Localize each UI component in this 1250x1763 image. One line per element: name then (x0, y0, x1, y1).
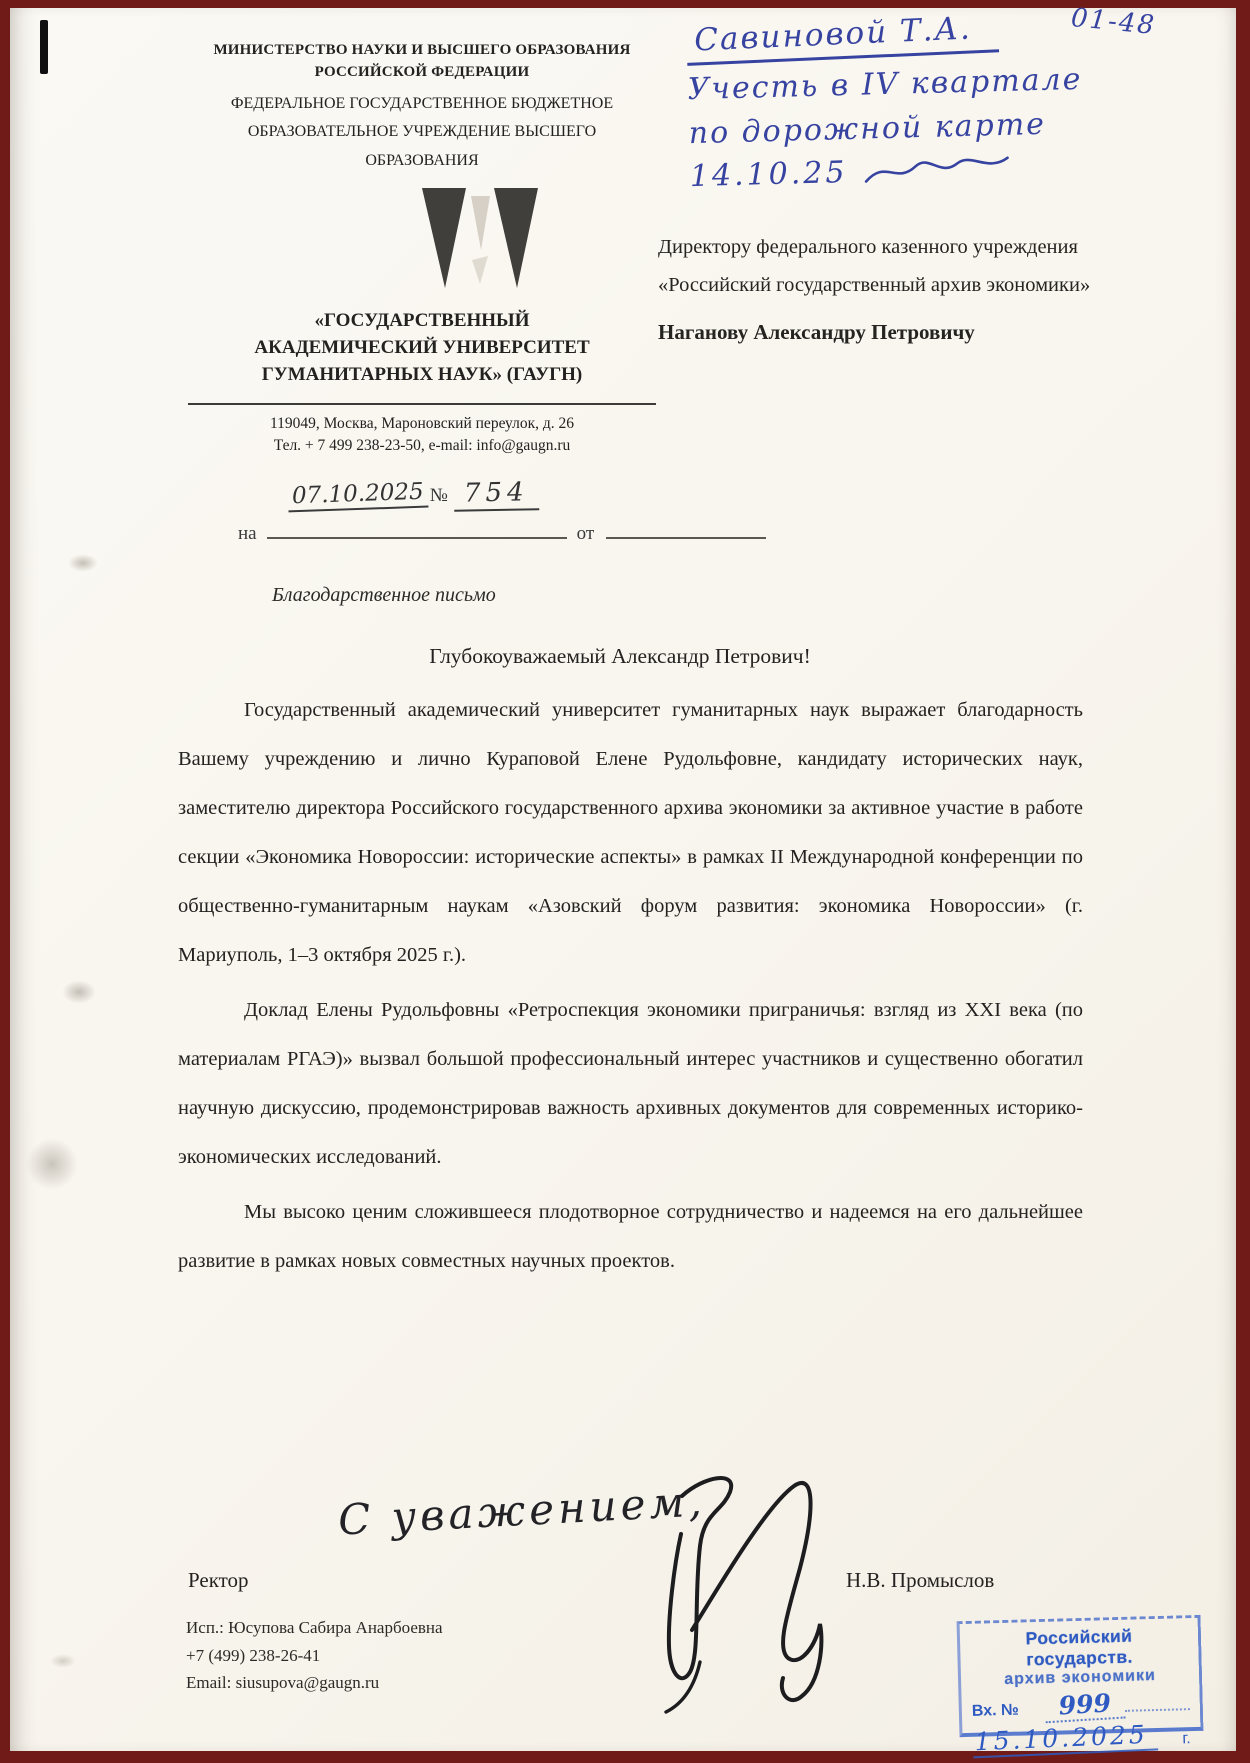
gaugn-logo (416, 186, 544, 302)
handwritten-initial-squiggle (861, 151, 1012, 189)
executor-email: Email: siusupova@gaugn.ru (186, 1673, 380, 1693)
outgoing-date-handwritten: 07.10.2025 (288, 478, 429, 512)
signer-position: Ректор (188, 1568, 249, 1592)
scan-smudge (26, 1138, 78, 1190)
body-paragraph-2: Доклад Елены Рудольфовны «Ретроспекция экономики приграничья: взгляд из XXI века (по материалам РГАЭ)» вызвал большой профессиональный интерес участников и существенно обогатил научную дискуссию, продемонстрировав важность архивных документов для современных историко-экономических исследований. (178, 999, 1083, 1168)
subject-line: Благодарственное письмо (272, 584, 496, 606)
ot-label: от (576, 522, 595, 544)
executor-block (186, 1614, 443, 1697)
handwritten-addressee: Савиновой Т.А. (686, 9, 999, 66)
postal-address: 119049, Москва, Мароновский переулок, д. 26 (269, 414, 575, 432)
ministry-name: МИНИСТЕРСТВО НАУКИ И ВЫСШЕГО ОБРАЗОВАНИЯ РОССИЙСКОЙ ФЕДЕРАЦИИ (213, 42, 631, 80)
stamp-vh-label: Вх. № (971, 1701, 1020, 1720)
scan-smudge (68, 554, 98, 572)
recipient-name: Наганову Александру Петровичу (658, 320, 975, 344)
stamp-year-label: г. (1182, 1730, 1191, 1748)
signer-name: Н.В. Промыслов (846, 1568, 995, 1592)
scan-corner-mark (40, 20, 48, 74)
stamp-dotted-line (1125, 1692, 1190, 1712)
incoming-registration-stamp (957, 1615, 1204, 1757)
handwritten-note-line: по дорожной карте (688, 106, 1047, 152)
outgoing-reference-line (288, 478, 676, 511)
stamp-date-handwritten: 15.10.2025 (972, 1719, 1158, 1758)
stamp-org-line-2: архив экономики (1004, 1667, 1157, 1688)
handwritten-ref-number: 01-48 (1069, 2, 1158, 41)
recipient-block (658, 228, 1094, 351)
stamp-org-line-1: Российский государств. (1025, 1625, 1133, 1670)
number-sign: № (429, 484, 448, 506)
blank-underline (267, 523, 567, 539)
signature-autograph (608, 1466, 860, 1714)
handwritten-closing: С уважением, (336, 1476, 707, 1545)
body-paragraph-3: Мы высоко ценим сложившееся плодотворное сотрудничество и надеемся на его дальнейшее развитие в рамках новых совместных научных проектов. (178, 1201, 1083, 1272)
phone-email-line: Тел. + 7 499 238-23-50, e-mail: info@gaugn.ru (273, 437, 571, 455)
organization-type: ФЕДЕРАЛЬНОЕ ГОСУДАРСТВЕННОЕ БЮДЖЕТНОЕ ОБРАЗОВАТЕЛЬНОЕ УЧРЕЖДЕНИЕ ВЫСШЕГО ОБРАЗОВАНИЯ (230, 94, 614, 170)
university-name: «ГОСУДАРСТВЕННЫЙ АКАДЕМИЧЕСКИЙ УНИВЕРСИТЕТ ГУМАНИТАРНЫХ НАУК» (ГАУГН) (254, 309, 590, 385)
handwritten-addressee-row (686, 2, 1158, 63)
handwritten-date: 14.10.25 (689, 155, 848, 195)
reply-reference-line (238, 523, 676, 545)
blank-underline (606, 523, 766, 539)
paper (10, 2, 1236, 1757)
handwritten-note-line: Учесть в IV квартале (687, 61, 1083, 108)
stamp-number-handwritten: 999 (1044, 1687, 1126, 1723)
letterhead (168, 40, 676, 545)
letterhead-divider (188, 403, 656, 405)
logo-area (168, 184, 676, 306)
scan-smudge (50, 1654, 76, 1668)
na-label: на (238, 522, 257, 544)
salutation: Глубокоуважаемый Александр Петрович! (429, 644, 811, 668)
recipient-organization: Директору федерального казенного учреждения «Российский государственный архив экономики» (658, 236, 1091, 296)
letter-body (178, 686, 1083, 1286)
scan-smudge (62, 980, 96, 1004)
executor-phone: +7 (499) 238-26-41 (186, 1645, 321, 1665)
handwritten-resolution (686, 2, 1160, 195)
stamp-incoming-number-row (971, 1687, 1190, 1724)
stamp-date-row (972, 1720, 1191, 1757)
outgoing-number-handwritten: 754 (454, 477, 539, 511)
handwritten-date-line (689, 147, 1160, 194)
body-paragraph-1: Государственный академический университет гуманитарных наук выражает благодарность Вашему учреждению и лично Кураповой Елене Рудольфовне, кандидату исторических наук, заместителю директора Российского государственного архива экономики за активное участие в работе секции «Экономика Новороссии: исторические аспекты» в рамках II Международной конференции по общественно-гуманитарным наукам «Азовский форум развития: экономика Новороссии» (г. Мариуполь, 1–3 октября 2025 г.). (178, 699, 1083, 966)
executor-name: Исп.: Юсупова Сабира Анарбоевна (186, 1618, 443, 1637)
